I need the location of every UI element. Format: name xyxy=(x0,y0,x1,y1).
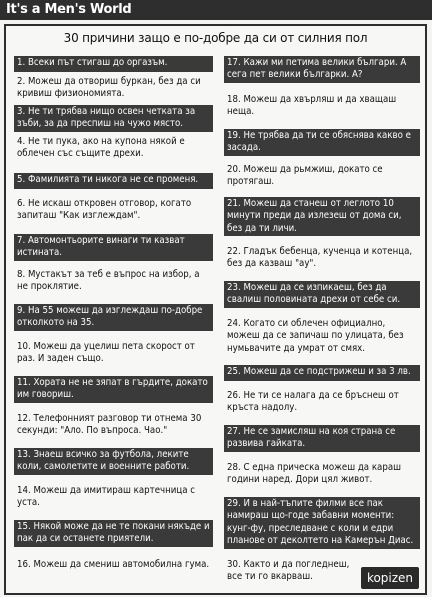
list-item-17: 17. Кажи ми петима велики българи. А сега пет велики българки. А? xyxy=(224,56,420,83)
list-item-28: 28. С една прическа можеш да караш години наред. Дори цял живот. xyxy=(227,462,402,486)
list-item-16: 16. Можеш да смениш автомобилна гума. xyxy=(17,559,210,570)
list-item-26: 26. Не ти се налага да се бръснеш от кръста надолу. xyxy=(227,390,399,414)
list-item-6: 6. Не искаш откровен отговор, когато запиташ "Как изглеждам". xyxy=(17,198,192,222)
list-item-22: 22. Гладък бебенца, кученца и котенца, без да казваш "ау". xyxy=(227,246,413,270)
list-item-3: 3. Не ти трябва нищо освен четката за зъби, за да преспиш на чужо място. xyxy=(14,105,213,132)
list-item-13: 13. Знаеш всичко за футбола, леките коли, самолетите и военните работи. xyxy=(14,448,213,475)
list-item-8: 8. Мустакът за теб е въпрос на избор, а не проклятие. xyxy=(17,269,200,293)
publisher-logo xyxy=(361,567,419,589)
list-item-29: 29. И в най-тъпите филми все пак намираш що-годе забавни моменти: кунг-фу, преследване с коли и едри планове от деколтето на Камерън Диас. xyxy=(224,497,420,549)
list-frame xyxy=(4,24,427,595)
list-item-7: 7. Автомонтьорите винаги ти казват истината. xyxy=(14,234,213,261)
list-item-5: 5. Фамилията ти никога не се променя. xyxy=(14,173,213,189)
list-item-21: 21. Можеш да станеш от леглото 10 минути преди да излезеш от дома си, без да ти личи. xyxy=(224,197,420,236)
list-item-14: 14. Можеш да имитираш картечница с уста. xyxy=(17,485,196,509)
list-item-15: 15. Някой може да не те покани някъде и пак да си останете приятели. xyxy=(14,520,213,547)
list-item-27: 27. Не се замисляш на коя страна се развива гайката. xyxy=(224,425,420,452)
list-item-2: 2. Можеш да отвориш буркан, без да си кривиш физиономията. xyxy=(17,76,201,100)
list-item-24: 24. Когато си облечен официално, можеш да се запичаш по улицата, без нумьвачите да умрат от смях. xyxy=(227,318,404,354)
list-item-12: 12. Телефонният разговор ти отнема 30 секунди: "Ало. По въпроса. Чао." xyxy=(17,413,202,437)
list-item-25: 25. Можеш да се подстрижеш и за 3 лв. xyxy=(224,365,420,381)
page-title: It's a Men's World xyxy=(6,2,132,17)
list-item-1: 1. Всеки път стигаш до оргазъм. xyxy=(14,56,213,72)
header-bar xyxy=(0,0,432,20)
list-item-30: 30. Както и да погледнеш, все ти го вкарваш. xyxy=(227,559,350,583)
list-item-4: 4. Не ти пука, ако на купона някой е облечен със същите дрехи. xyxy=(17,136,185,160)
list-item-10: 10. Можеш да уцелиш пета скорост от раз. И заден също. xyxy=(17,341,195,365)
list-item-18: 18. Можеш да хвърляш и да хващаш неща. xyxy=(227,94,397,118)
list-item-9: 9. На 55 можеш да изглеждаш по-добре отколкото на 35. xyxy=(14,304,213,331)
list-item-23: 23. Можеш да се изпикаеш, без да свалиш половината дрехи от себе си. xyxy=(224,281,420,308)
list-subtitle: 30 причини защо е по-добре да си от силния пол xyxy=(63,31,368,45)
list-item-20: 20. Можеш да рьмжиш, докато се протягаш. xyxy=(227,164,383,188)
logo-text: kopizen xyxy=(366,571,414,585)
list-item-11: 11. Хората не не зяпат в гърдите, докато им говориш. xyxy=(14,376,213,403)
list-item-19: 19. Не трябва да ти се обяснява какво е засада. xyxy=(224,129,420,156)
